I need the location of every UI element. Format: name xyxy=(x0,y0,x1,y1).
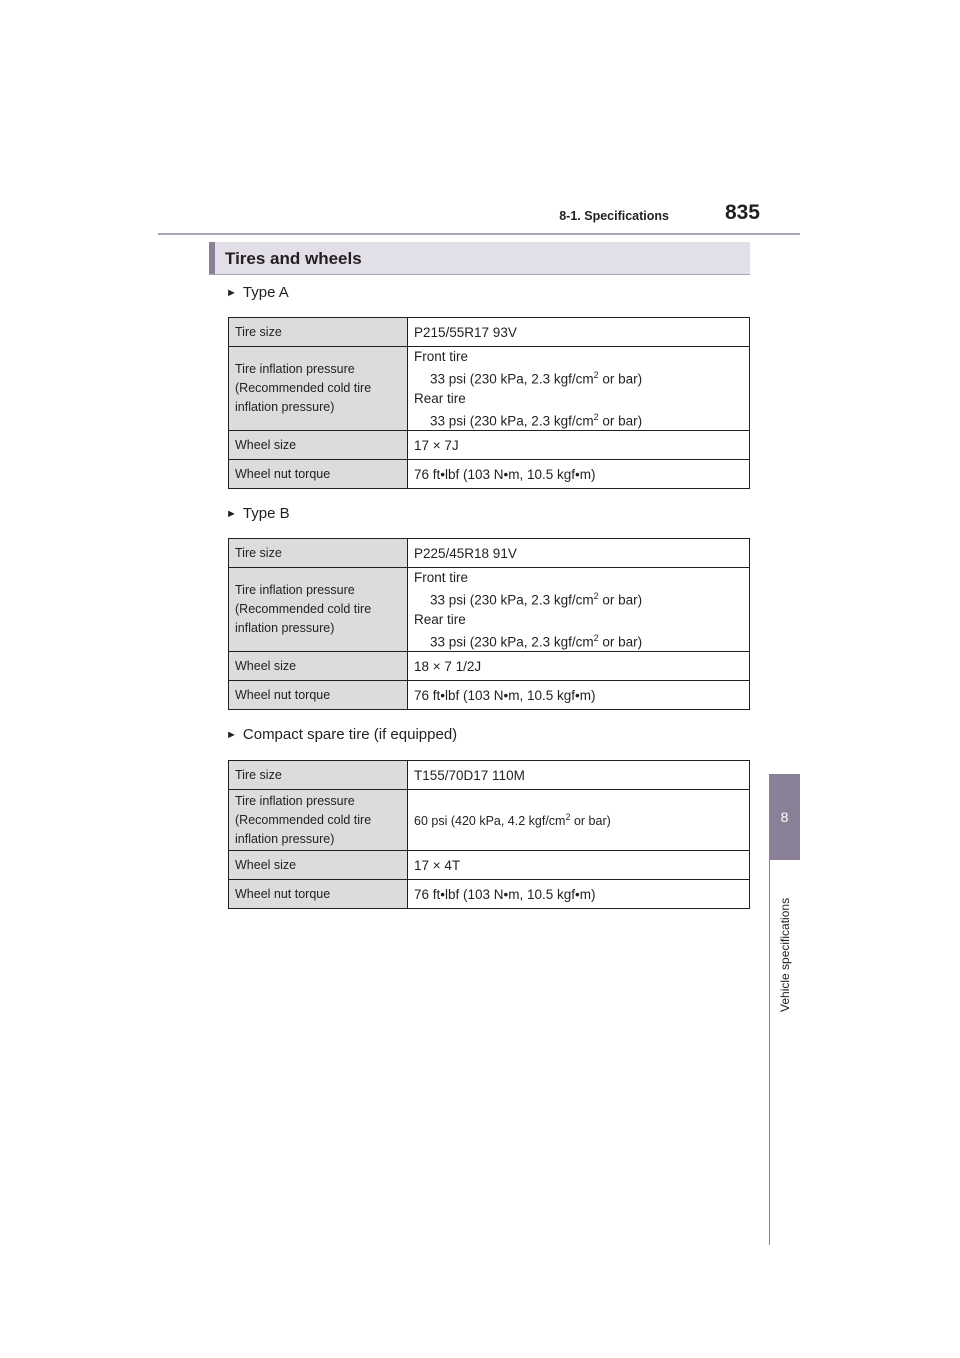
table-row xyxy=(229,431,750,460)
section-title-underline xyxy=(209,274,750,275)
spare-spec-table xyxy=(228,760,750,909)
pressure-label xyxy=(229,347,408,431)
pressure-label-line: Tire inflation pressure xyxy=(235,362,355,376)
table-row xyxy=(229,652,750,681)
spare-heading-text: Compact spare tire (if equipped) xyxy=(242,726,458,743)
header-divider xyxy=(158,233,800,235)
triangle-bullet-icon: ► xyxy=(226,729,237,741)
rear-tire-label: Rear tire xyxy=(414,611,466,627)
type-b-spec-table xyxy=(228,538,750,710)
rear-tire-value: 33 psi (230 kPa, 2.3 kgf/$cm^2$ or bar) xyxy=(430,411,643,428)
pressure-label-line: inflation pressure) xyxy=(235,621,335,635)
page-number: 835 xyxy=(724,201,760,224)
spare-heading xyxy=(226,726,457,743)
pressure-label-line: Tire inflation pressure xyxy=(235,793,355,808)
pressure-label xyxy=(229,790,408,851)
triangle-bullet-icon: ► xyxy=(226,508,237,520)
table-row xyxy=(229,790,750,851)
wheel-size-label: Wheel size xyxy=(229,851,408,880)
table-row xyxy=(229,318,750,347)
tire-size-label: Tire size xyxy=(229,539,408,568)
nut-torque-label: Wheel nut torque xyxy=(229,681,408,710)
table-row xyxy=(229,681,750,710)
nut-torque-label: Wheel nut torque xyxy=(229,460,408,489)
type-a-spec-table xyxy=(228,317,750,489)
type-b-heading-text: Type B xyxy=(242,505,290,522)
chapter-label: Vehicle specifications xyxy=(778,897,792,1012)
nut-torque-label: Wheel nut torque xyxy=(229,880,408,909)
chapter-tab[interactable] xyxy=(769,774,800,860)
front-tire-value: 33 psi (230 kPa, 2.3 kgf/$cm^2$ or bar) xyxy=(430,370,643,387)
table-row xyxy=(229,761,750,790)
table-row xyxy=(229,568,750,652)
pressure-label-line: (Recommended cold tire xyxy=(235,381,372,395)
wheel-size-value: 17 × 4T xyxy=(408,851,750,880)
table-row xyxy=(229,851,750,880)
type-a-heading-text: Type A xyxy=(242,284,289,301)
table-row xyxy=(229,539,750,568)
tire-size-value: P215/55R17 93V xyxy=(408,318,750,347)
nut-torque-value: 76 ft•lbf (103 N•m, 10.5 kgf•m) xyxy=(408,460,750,489)
type-b-heading xyxy=(226,505,290,522)
triangle-bullet-icon: ► xyxy=(226,287,237,299)
section-title: Tires and wheels xyxy=(209,242,750,275)
front-tire-label: Front tire xyxy=(414,570,469,585)
tire-size-label: Tire size xyxy=(229,761,408,790)
rear-tire-value: 33 psi (230 kPa, 2.3 kgf/$cm^2$ or bar) xyxy=(430,632,643,649)
pressure-value: 60 psi (420 kPa, 4.2 kgf/$cm^2$ or bar) xyxy=(408,790,750,851)
tire-size-value: P225/45R18 91V xyxy=(408,539,750,568)
pressure-label-line: Tire inflation pressure xyxy=(235,583,355,597)
pressure-value xyxy=(408,347,750,431)
pressure-label-line: inflation pressure) xyxy=(235,400,335,414)
pressure-label-line: (Recommended cold tire xyxy=(235,602,372,616)
wheel-size-value: 17 × 7J xyxy=(408,431,750,460)
pressure-label xyxy=(229,568,408,652)
type-a-heading xyxy=(226,284,289,301)
tire-size-label: Tire size xyxy=(229,318,408,347)
pressure-value xyxy=(408,568,750,652)
pressure-label-line: (Recommended cold tire xyxy=(235,812,372,827)
nut-torque-value: 76 ft•lbf (103 N•m, 10.5 kgf•m) xyxy=(408,880,750,909)
nut-torque-value: 76 ft•lbf (103 N•m, 10.5 kgf•m) xyxy=(408,681,750,710)
running-header-section: 8-1. Specifications xyxy=(559,209,669,223)
wheel-size-label: Wheel size xyxy=(229,431,408,460)
wheel-size-label: Wheel size xyxy=(229,652,408,681)
table-row xyxy=(229,347,750,431)
table-row xyxy=(229,880,750,909)
rear-tire-label: Rear tire xyxy=(414,390,466,406)
wheel-size-value: 18 × 7 1/2J xyxy=(408,652,750,681)
table-row xyxy=(229,460,750,489)
tire-size-value: T155/70D17 110M xyxy=(408,761,750,790)
side-tab-divider xyxy=(769,860,770,1245)
chapter-number: 8 xyxy=(780,809,789,825)
front-tire-label: Front tire xyxy=(414,349,469,364)
pressure-label-line: inflation pressure) xyxy=(235,831,335,846)
front-tire-value: 33 psi (230 kPa, 2.3 kgf/$cm^2$ or bar) xyxy=(430,591,643,608)
